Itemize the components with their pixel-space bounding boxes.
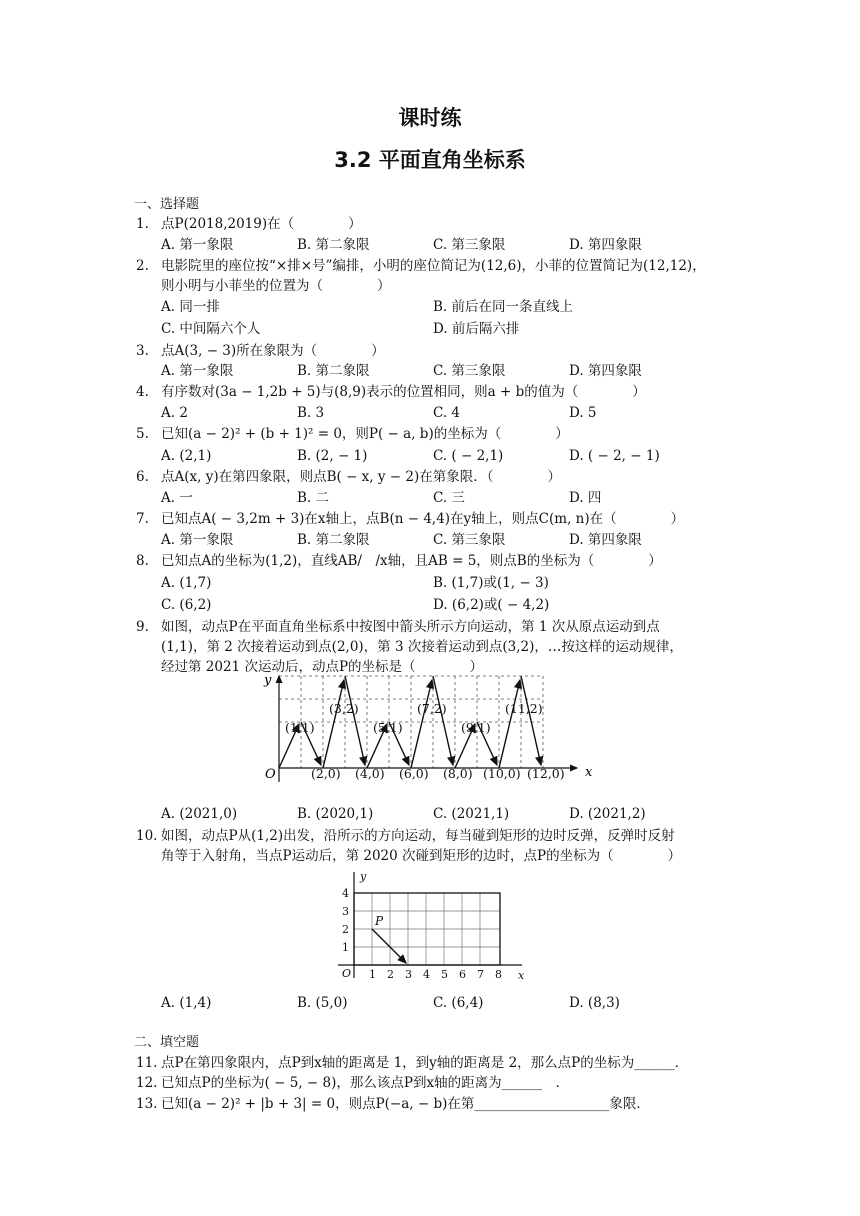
option-a: A. 2: [161, 405, 188, 421]
question-number: 9.: [136, 619, 149, 635]
point-label: (2,0): [311, 766, 341, 781]
x-tick: 8: [495, 968, 502, 981]
option-b: B. (2, − 1): [297, 448, 368, 464]
point-label: (3,2): [329, 701, 359, 716]
option-d: D. 第四象限: [569, 363, 642, 379]
option-a: A. 第一象限: [161, 532, 234, 548]
option-b: B. 第二象限: [297, 532, 370, 548]
question-number: 1.: [136, 216, 149, 232]
question-number: 5.: [136, 426, 149, 442]
option-b: B. (5,0): [297, 995, 348, 1011]
question-text: 点P在第四象限内，点P到x轴的距离是 1，到y轴的距离是 2，那么点P的坐标为______．: [161, 1055, 689, 1071]
option-a: A. 同一排: [161, 299, 220, 315]
option-d: D. (8,3): [569, 995, 620, 1011]
question-text-line2: 则小明与小菲坐的位置为（ ）: [161, 278, 391, 294]
option-a: A. (2,1): [161, 448, 212, 464]
y-axis-label: y: [264, 673, 272, 688]
section-heading-choice: 一、选择题: [134, 197, 200, 212]
option-a: A. (2021,0): [161, 806, 238, 822]
x-axis-label: x: [518, 969, 525, 982]
y-tick: 4: [342, 887, 349, 900]
x-axis-label: x: [585, 765, 593, 780]
option-d: D. 第四象限: [569, 532, 642, 548]
section-heading-fill: 二、填空题: [134, 1035, 200, 1050]
question-number: 4.: [136, 384, 149, 400]
question-text: 点A(3, − 3)所在象限为（ ）: [161, 343, 385, 359]
grid-lines: [354, 893, 500, 965]
question-number: 3.: [136, 343, 149, 359]
option-b: B. (2020,1): [297, 806, 374, 822]
option-b: B. 前后在同一条直线上: [433, 299, 574, 315]
question-text-line2: 角等于入射角，当点P运动后，第 2020 次碰到矩形的边时，点P的坐标为（ ）: [161, 848, 682, 864]
question-text: 已知点A的坐标为(1,2)，直线AB/ /x轴，且AB = 5，则点B的坐标为（ ）: [161, 553, 662, 569]
option-d: D. 前后隔六排: [433, 321, 520, 337]
option-b: B. 3: [297, 405, 325, 421]
point-label: (5,1): [373, 720, 403, 735]
option-d: D. (6,2)或( − 4,2): [433, 597, 550, 613]
x-tick: 6: [459, 968, 466, 981]
option-c: C. 第三象限: [433, 363, 506, 379]
option-a: A. (1,4): [161, 995, 212, 1011]
option-c: C. ( − 2,1): [433, 448, 504, 464]
question-text: 如图，动点P在平面直角坐标系中按图中箭头所示方向运动，第 1 次从原点运动到点: [161, 619, 660, 635]
point-label: (9,1): [461, 720, 491, 735]
question-number: 12.: [136, 1075, 158, 1091]
origin-label: O: [342, 967, 352, 980]
question-text: 电影院里的座位按“×排×号”编排，小明的座位简记为(12,6)，小菲的位置简记为(12,12)，: [161, 258, 706, 274]
option-b: B. 第二象限: [297, 363, 370, 379]
question-number: 10.: [136, 828, 158, 844]
y-tick: 2: [342, 923, 349, 936]
option-d: D. (2021,2): [569, 806, 646, 822]
question-text: 已知点A( − 3,2m + 3)在x轴上，点B(n − 4,4)在y轴上，则点C(m, n)在（ ）: [161, 511, 685, 527]
x-tick: 2: [387, 968, 394, 981]
point-label: (4,0): [355, 766, 385, 781]
point-label: (8,0): [443, 766, 473, 781]
origin-label: O: [265, 767, 276, 782]
question-text-line3: 经过第 2021 次运动后，动点P的坐标是（ ）: [161, 659, 484, 675]
option-d: D. 四: [569, 490, 602, 506]
option-c: C. 第三象限: [433, 532, 506, 548]
point-label: (10,0): [483, 766, 521, 781]
y-tick: 3: [342, 905, 349, 918]
option-d: D. ( − 2, − 1): [569, 448, 660, 464]
question-number: 2.: [136, 258, 149, 274]
question-number: 11.: [136, 1055, 158, 1071]
question-text: 已知点P的坐标为( − 5, − 8)，那么该点P到x轴的距离为______ ．: [161, 1075, 570, 1091]
question-text: 点P(2018,2019)在（ ）: [161, 216, 362, 232]
question-number: 7.: [136, 511, 149, 527]
point-label: (1,1): [285, 720, 315, 735]
question-number: 6.: [136, 469, 149, 485]
question-number: 13.: [136, 1096, 158, 1112]
option-b: B. (1,7)或(1, − 3): [433, 575, 549, 591]
option-c: C. (6,2): [161, 597, 212, 613]
question-text: 已知(a − 2)² + |b + 3| = 0，则点P(−a, − b)在第____________________象限．: [161, 1096, 650, 1112]
option-a: A. 第一象限: [161, 363, 234, 379]
y-tick: 1: [342, 941, 349, 954]
point-label: (7,2): [417, 701, 447, 716]
x-tick: 5: [441, 968, 448, 981]
point-label: (11,2): [505, 701, 543, 716]
question-number: 8.: [136, 553, 149, 569]
option-c: C. 中间隔六个人: [161, 321, 261, 337]
zigzag-path-figure: [255, 670, 600, 790]
question-text: 已知(a − 2)² + (b + 1)² = 0，则P( − a, b)的坐标为（ ）: [161, 426, 569, 442]
question-text-line2: (1,1)，第 2 次接着运动到点(2,0)，第 3 次接着运动到点(3,2)，…按这样的运动规律，: [161, 639, 683, 655]
question-text: 如图，动点P从(1,2)出发，沿所示的方向运动，每当碰到矩形的边时反弹，反弹时反射: [161, 828, 675, 844]
x-tick: 3: [405, 968, 412, 981]
x-tick: 7: [477, 968, 484, 981]
option-a: A. (1,7): [161, 575, 212, 591]
question-text: 有序数对(3a − 1,2b + 5)与(8,9)表示的位置相同，则a + b的值为（ ）: [161, 384, 646, 400]
motion-arrow: [372, 929, 406, 963]
option-d: D. 第四象限: [569, 237, 642, 253]
page-subtitle: 3.2 平面直角坐标系: [334, 148, 526, 172]
question-text: 点A(x, y)在第四象限，则点B( − x, y − 2)在第象限．（ ）: [161, 469, 562, 485]
option-b: B. 二: [297, 490, 330, 506]
point-p-label: P: [375, 914, 384, 928]
option-c: C. 4: [433, 405, 461, 421]
page-title: 课时练: [398, 106, 462, 130]
option-c: C. (2021,1): [433, 806, 510, 822]
point-label: (6,0): [399, 766, 429, 781]
option-d: D. 5: [569, 405, 597, 421]
x-tick: 4: [423, 968, 430, 981]
option-c: C. 三: [433, 490, 465, 506]
x-tick: 1: [369, 968, 376, 981]
option-c: C. (6,4): [433, 995, 484, 1011]
option-a: A. 一: [161, 490, 193, 506]
y-axis-label: y: [360, 870, 367, 883]
option-c: C. 第三象限: [433, 237, 506, 253]
option-a: A. 第一象限: [161, 237, 234, 253]
rectangle-bounce-figure: [330, 868, 535, 983]
dashed-grid: [279, 676, 543, 768]
option-b: B. 第二象限: [297, 237, 370, 253]
point-label: (12,0): [527, 766, 565, 781]
